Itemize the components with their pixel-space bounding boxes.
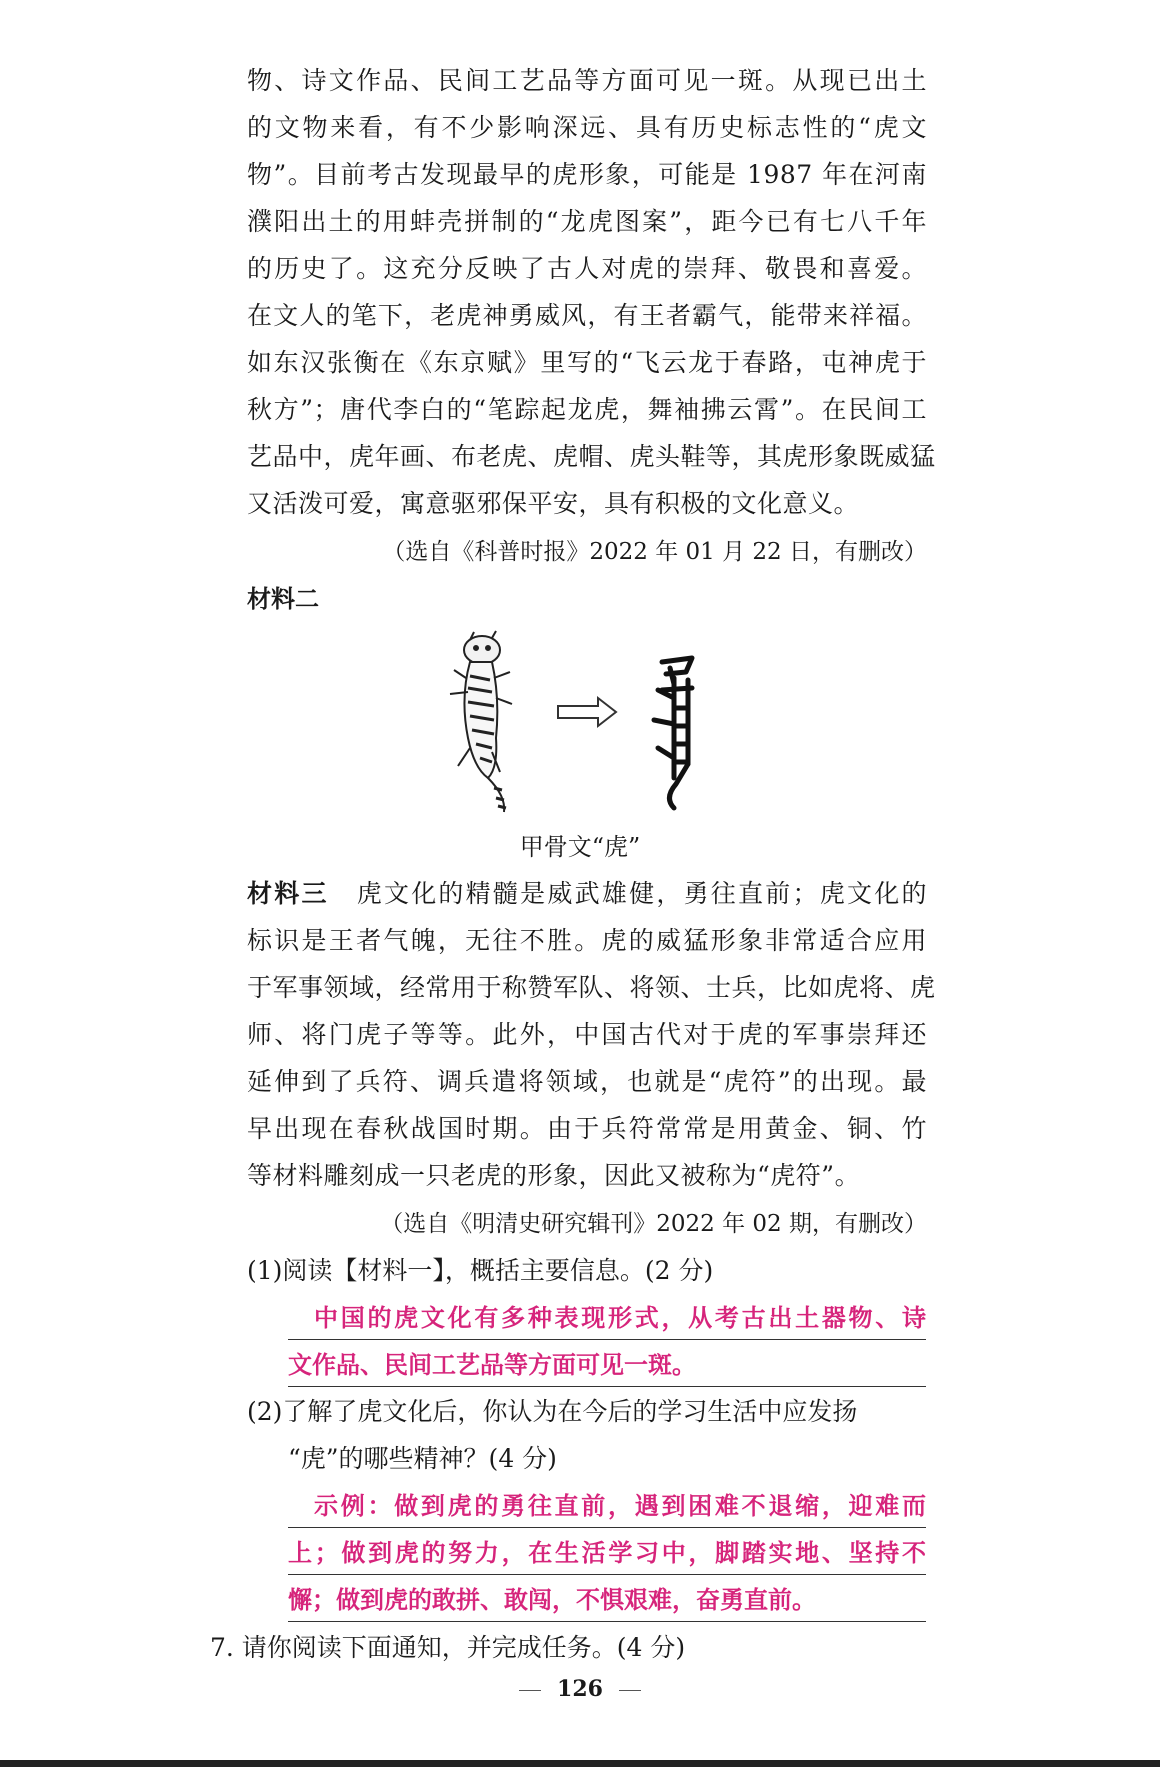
figure-caption: 甲骨文“虎” <box>519 833 641 861</box>
page-number <box>0 1676 1160 1702</box>
text-line-content: 虎文化的精髓是威武雄健，勇往直前；虎文化的 <box>356 879 927 908</box>
text-line: 如东汉张衡在《东京赋》里写的“飞云龙于春路，屯神虎于 <box>247 348 927 377</box>
text-line: 又活泼可爱，寓意驱邪保平安，具有积极的文化意义。 <box>247 489 860 518</box>
text-line: 物、诗文作品、民间工艺品等方面可见一斑。从现已出土 <box>247 66 927 95</box>
text-line <box>247 879 927 909</box>
bottom-bar <box>0 1760 1160 1767</box>
question-7: 7. 请你阅读下面通知，并完成任务。(4 分) <box>210 1633 686 1662</box>
answer-line: 上；做到虎的努力，在生活学习中，脚踏实地、坚持不 <box>288 1538 926 1575</box>
question-1: (1)阅读【材料一】，概括主要信息。(2 分) <box>247 1256 714 1285</box>
answer-line: 文作品、民间工艺品等方面可见一斑。 <box>288 1350 926 1387</box>
text-line: 物”。目前考古发现最早的虎形象，可能是 1987 年在河南 <box>247 160 927 189</box>
material3-heading: 材料三 <box>247 879 329 908</box>
text-line: 延伸到了兵符、调兵遣将领域，也就是“虎符”的出现。最 <box>247 1067 927 1096</box>
answer-line: 懈；做到虎的敢拼、敢闯，不惧艰难，奋勇直前。 <box>288 1585 926 1622</box>
text-line: 的历史了。这充分反映了古人对虎的崇拜、敬畏和喜爱。 <box>247 254 927 283</box>
page-number-text: 126 <box>557 1676 603 1702</box>
question-2-cont: “虎”的哪些精神？(4 分) <box>288 1444 557 1473</box>
tiger-illustration-icon <box>430 628 730 813</box>
text-line: 在文人的笔下，老虎神勇威风，有王者霸气，能带来祥福。 <box>247 301 927 330</box>
question-2: (2)了解了虎文化后，你认为在今后的学习生活中应发扬 <box>247 1397 858 1426</box>
text-line: 的文物来看，有不少影响深远、具有历史标志性的“虎文 <box>247 113 927 142</box>
source-citation: （选自《科普时报》2022 年 01 月 22 日，有删改） <box>382 539 927 565</box>
text-line: 标识是王者气魄，无往不胜。虎的威猛形象非常适合应用 <box>247 926 927 955</box>
answer-line: 示例：做到虎的勇往直前，遇到困难不退缩，迎难而 <box>288 1491 926 1528</box>
text-line: 师、将门虎子等等。此外，中国古代对于虎的军事崇拜还 <box>247 1020 927 1049</box>
text-line: 等材料雕刻成一只老虎的形象，因此又被称为“虎符”。 <box>247 1161 861 1190</box>
material2-heading: 材料二 <box>247 585 319 613</box>
answer-line: 中国的虎文化有多种表现形式，从考古出土器物、诗 <box>288 1303 926 1340</box>
text-line: 秋方”；唐代李白的“笔踪起龙虎，舞袖拂云霄”。在民间工 <box>247 395 927 424</box>
tiger-oracle-figure <box>430 628 730 813</box>
dash-left <box>519 1690 541 1691</box>
text-line: 于军事领域，经常用于称赞军队、将领、士兵，比如虎将、虎 <box>247 973 936 1002</box>
source-citation: （选自《明清史研究辑刊》2022 年 02 期，有删改） <box>380 1211 927 1237</box>
text-line: 早出现在春秋战国时期。由于兵符常常是用黄金、铜、竹 <box>247 1114 927 1143</box>
text-line: 濮阳出土的用蚌壳拼制的“龙虎图案”，距今已有七八千年 <box>247 207 927 236</box>
text-line: 艺品中，虎年画、布老虎、虎帽、虎头鞋等，其虎形象既威猛 <box>247 442 936 471</box>
dash-right <box>619 1690 641 1691</box>
